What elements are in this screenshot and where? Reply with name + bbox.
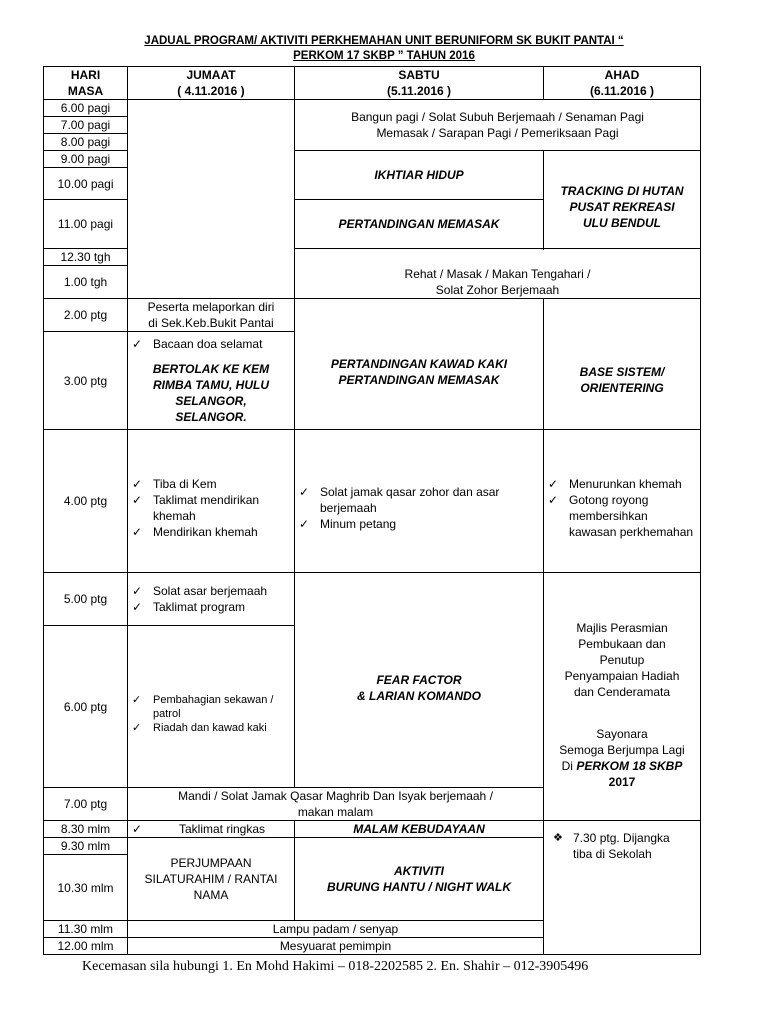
jumaat-perjumpaan: [128, 838, 295, 921]
base-line-2: ORIENTERING: [580, 381, 664, 395]
time-cell: 9.30 mlm: [44, 838, 128, 855]
fear-line-1: FEAR FACTOR: [376, 673, 462, 687]
sayonara-line-1: Sayonara: [596, 726, 648, 741]
dijangka-note: ❖ 7.30 ptg. Dijangka tiba di Sekolah: [553, 830, 691, 862]
mandi-line-2: makan malam: [297, 805, 374, 819]
time-cell: 2.00 ptg: [44, 299, 128, 332]
rehat-line-2: Solat Zohor Berjemaah: [435, 282, 560, 297]
rehat-line-1: Rehat / Masak / Makan Tengahari /: [404, 266, 591, 281]
sayonara-line-4: 2017: [608, 774, 636, 789]
jumaat-taklimat-ringkas: [128, 821, 295, 838]
jumaat-tiba: [128, 430, 295, 573]
mandi-solat-row: [128, 788, 544, 821]
table-row: [44, 573, 701, 626]
list-item: ✓ Menurunkan khemah: [547, 476, 697, 492]
time-cell: 4.00 ptg: [44, 430, 128, 573]
aktiviti-line-2: BURUNG HANTU / NIGHT WALK: [327, 880, 511, 894]
sabtu-pertandingan-memasak: PERTANDINGAN MEMASAK: [295, 200, 544, 249]
table-row: [44, 100, 701, 117]
majlis-line-2: Pembukaan dan: [578, 636, 666, 651]
time-cell: 10.00 pagi: [44, 168, 128, 200]
header-masa: MASA: [67, 84, 104, 98]
jumpa-line-1: PERJUMPAAN: [170, 856, 252, 870]
header-sabtu: [295, 67, 544, 100]
tiba-list: [131, 476, 291, 540]
kawad-line-1: PERTANDINGAN KAWAD KAKI: [330, 357, 508, 371]
header-sabtu-date: (5.11.2016 ): [386, 84, 452, 98]
bertolak-block: [131, 361, 291, 425]
ahad-menurunkan: [544, 430, 701, 573]
header-jumaat-date: ( 4.11.2016 ): [177, 84, 245, 98]
header-jumaat-day: JUMAAT: [186, 68, 236, 82]
time-cell: 11.30 mlm: [44, 921, 128, 938]
list-item: ✓ Taklimat ringkas: [131, 821, 291, 837]
table-row: [44, 299, 701, 332]
title-line-1: JADUAL PROGRAM/ AKTIVITI PERKHEMAHAN UNIT BERUNIFORM SK BUKIT PANTAI “: [144, 35, 624, 47]
page-title: [0, 34, 768, 64]
time-cell: 5.00 ptg: [44, 573, 128, 626]
morning-line-1: Bangun pagi / Solat Subuh Berjemaah / Senaman Pagi: [351, 110, 644, 124]
jumpa-line-3: NAMA: [193, 888, 229, 902]
list-item: ✓ Mendirikan khemah: [131, 524, 291, 540]
list-item: ✓ Bacaan doa selamat: [131, 336, 291, 352]
sabtu-malam-kebudayaan: MALAM KEBUDAYAAN: [295, 821, 544, 838]
tracking-line-1: TRACKING DI HUTAN: [560, 183, 684, 198]
jumpa-line-2: SILATURAHIM / RANTAI: [144, 872, 278, 886]
header-hari: HARI: [70, 68, 101, 82]
tracking-line-2: PUSAT REKREASI: [569, 199, 675, 214]
jumaat-bertolak: [128, 332, 295, 430]
lapor-line-1: Peserta melaporkan diri: [147, 300, 275, 314]
kawad-line-2: PERTANDINGAN MEMASAK: [338, 373, 500, 387]
ahad-base-sistem: [544, 299, 701, 430]
sabtu-aktiviti-night-walk: [295, 838, 544, 921]
time-cell: 1.00 tgh: [44, 266, 128, 299]
mesyuarat-row: Mesyuarat pemimpin: [128, 938, 544, 955]
sabtu-ikhtiar-hidup: IKHTIAR HIDUP: [295, 151, 544, 200]
sayonara-perkom: PERKOM 18 SKBP: [576, 758, 683, 773]
emergency-contact-footer: Kecemasan sila hubungi 1. En Mohd Hakimi – 018-2202585 2. En. Shahir – 012-3905496: [82, 959, 589, 974]
sabtu-ahad-morning: [295, 100, 701, 151]
header-hari-masa: [44, 67, 128, 100]
sabtu-kawad-kaki: [295, 299, 544, 430]
sabtu-solat-jamak: [295, 430, 544, 573]
sayonara-prefix: Di: [561, 758, 577, 773]
list-item: ✓ Taklimat mendirikan khemah: [131, 492, 291, 524]
tracking-line-3: ULU BENDUL: [583, 215, 661, 230]
sabtu-ahad-rehat: [295, 249, 701, 299]
mandi-line-1: Mandi / Solat Jamak Qasar Maghrib Dan Isyak berjemaah /: [178, 789, 493, 803]
time-cell: 8.00 pagi: [44, 134, 128, 151]
solat-list: [298, 484, 540, 532]
jumaat-empty-morning: [128, 100, 295, 299]
bertolak-line-4: SELANGOR.: [175, 410, 247, 424]
list-item: ✓ Solat jamak qasar zohor dan asar berjemaah: [298, 484, 540, 516]
header-jumaat: [128, 67, 295, 100]
time-cell: 12.00 mlm: [44, 938, 128, 955]
bertolak-line-1: BERTOLAK KE KEM: [152, 362, 270, 376]
jumaat-solat-asar: [128, 573, 295, 626]
table-row: [44, 430, 701, 573]
time-cell: 12.30 tgh: [44, 249, 128, 266]
majlis-line-1: Majlis Perasmian: [576, 620, 668, 635]
morning-line-2: Memasak / Sarapan Pagi / Pemeriksaan Pagi: [376, 126, 619, 140]
ahad-dijangka: [544, 821, 701, 955]
time-cell: 9.00 pagi: [44, 151, 128, 168]
ahad-tracking: [544, 151, 701, 249]
header-ahad-day: AHAD: [604, 68, 640, 82]
table-row: [44, 821, 701, 838]
title-line-2: PERKOM 17 SKBP ” TAHUN 2016: [293, 50, 475, 62]
time-cell: 7.00 ptg: [44, 788, 128, 821]
header-ahad-date: (6.11.2016 ): [589, 84, 655, 98]
jumaat-pembahagian: [128, 626, 295, 788]
dijangka-wrap: [547, 830, 697, 862]
sabtu-fear-factor: [295, 573, 544, 788]
time-cell: 7.00 pagi: [44, 117, 128, 134]
bertolak-line-3: SELANGOR,: [175, 394, 247, 408]
list-item: ✓ Riadah dan kawad kaki: [131, 721, 291, 735]
header-sabtu-day: SABTU: [398, 68, 440, 82]
majlis-line-5: dan Cenderamata: [573, 684, 671, 699]
time-cell: 8.30 mlm: [44, 821, 128, 838]
list-item: ✓ Taklimat program: [131, 599, 291, 615]
header-row: [44, 67, 701, 100]
lapor-line-2: di Sek.Keb.Bukit Pantai: [148, 316, 274, 330]
time-cell: 6.00 ptg: [44, 626, 128, 788]
sayonara-line-2: Semoga Berjumpa Lagi: [559, 742, 685, 757]
pembahagian-list: [131, 693, 291, 735]
list-item: ✓ Gotong royong membersihkan kawasan perkhemahan: [547, 492, 697, 540]
header-ahad: [544, 67, 701, 100]
base-line-1: BASE SISTEM/: [579, 365, 665, 379]
bertolak-line-2: RIMBA TAMU, HULU: [153, 378, 269, 392]
fear-line-2: & LARIAN KOMANDO: [357, 689, 481, 703]
lampu-padam-row: Lampu padam / senyap: [128, 921, 544, 938]
majlis-line-4: Penyampaian Hadiah: [564, 668, 680, 683]
majlis-line-3: Penutup: [599, 652, 645, 667]
sayonara-line-3: [547, 758, 697, 774]
schedule-table: [43, 66, 701, 955]
time-cell: 11.00 pagi: [44, 200, 128, 249]
time-cell: 10.30 mlm: [44, 855, 128, 921]
list-item: ✓ Pembahagian sekawan / patrol: [131, 693, 291, 721]
time-cell: 3.00 ptg: [44, 332, 128, 430]
ringkas-list: [131, 821, 291, 837]
aktiviti-line-1: AKTIVITI: [394, 864, 444, 878]
list-item: ✓ Tiba di Kem: [131, 476, 291, 492]
time-cell: 6.00 pagi: [44, 100, 128, 117]
doa-list: [131, 336, 291, 352]
menurunkan-list: [547, 476, 697, 540]
list-item: ✓ Minum petang: [298, 516, 540, 532]
asar-list: [131, 583, 291, 615]
list-item: ✓ Solat asar berjemaah: [131, 583, 291, 599]
ahad-majlis: [544, 573, 701, 821]
jumaat-lapor-diri: [128, 299, 295, 332]
